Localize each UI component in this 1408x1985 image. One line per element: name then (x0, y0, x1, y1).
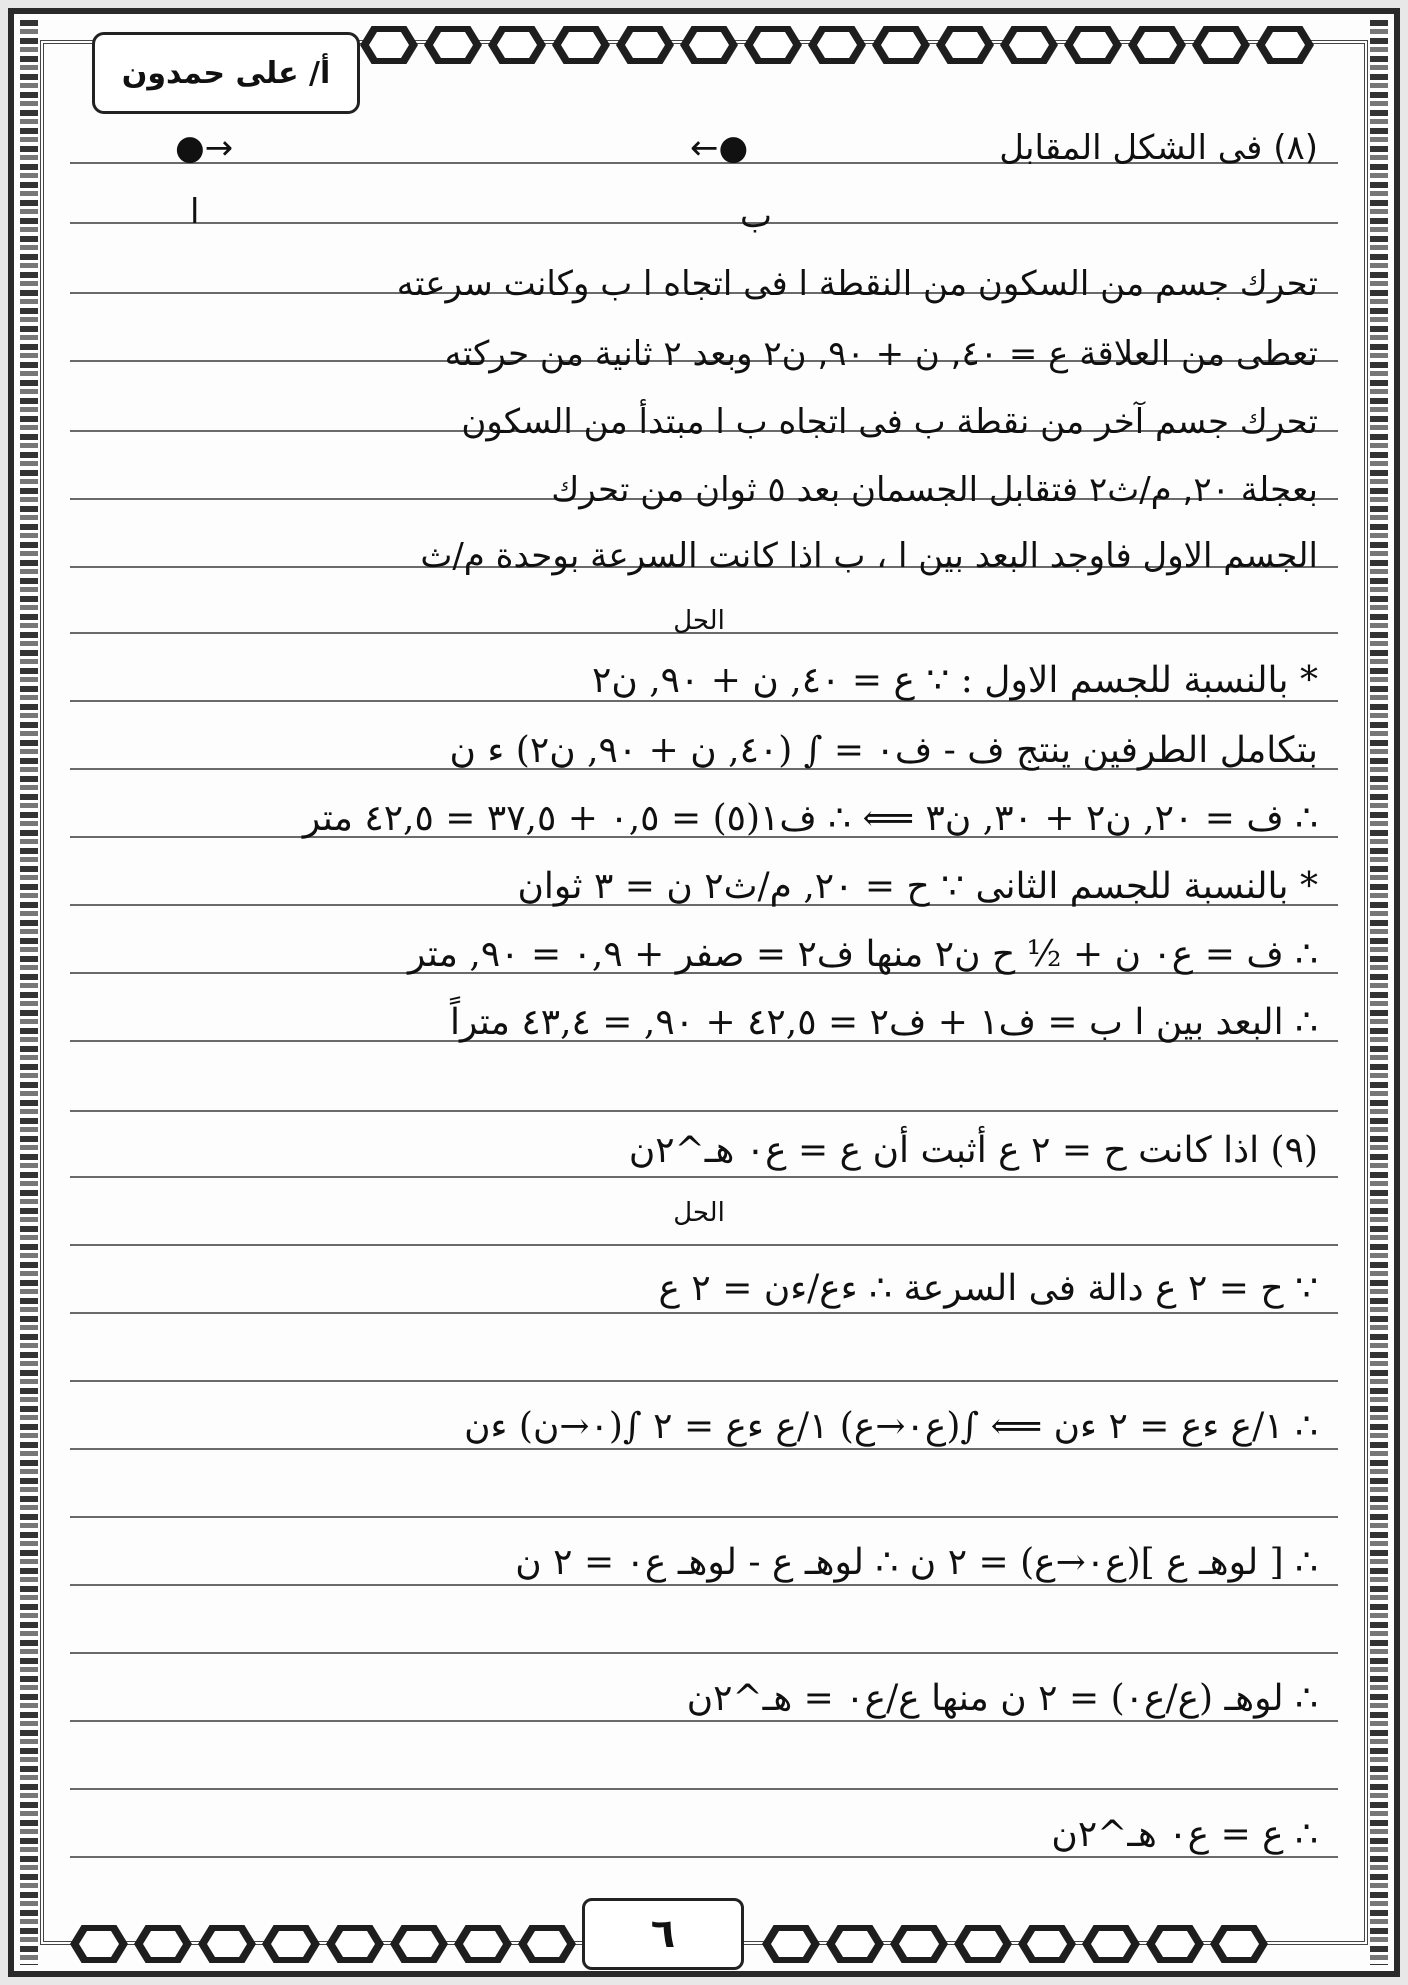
problem9-solution-line: ∴ [ لوهـ ع ](ع٠→ع) = ٢ ن ∴ لوهـ ع - لوهـ ع٠ = ٢ ن (515, 1542, 1318, 1583)
problem8-text-line: تعطى من العلاقة ع = ٤٠, ن + ٩٠, ن٢ وبعد ٢ ثانية من حركته (444, 334, 1318, 374)
page-number: ٦ (582, 1898, 744, 1970)
problem8-solution-line: بتكامل الطرفين ينتج ف - ف٠ = ∫ (٤٠, ن + ٩٠, ن٢) ء ن (449, 730, 1318, 771)
arrow-at-b: ←● (690, 128, 749, 168)
point-b-label: ب (740, 196, 773, 236)
problem8-solution-line: ∴ البعد بين ا ب = ف١ + ف٢ = ٤٢,٥ + ٩٠, = ٤٣,٤ متراً (449, 1002, 1318, 1043)
problem8-solution-line: ∴ ف = ٢٠, ن٢ + ٣٠, ن٣ ⟸ ∴ ف١(٥) = ٠,٥ + ٣٧,٥ = ٤٢,٥ متر (302, 798, 1318, 839)
problem8-solution-line: ∴ ف = ع٠ ن + ½ ح ن٢ منها ف٢ = صفر + ٠,٩ = ٩٠, متر (407, 934, 1318, 975)
problem9-solution-line: ∴ ع = ع٠ هـ^٢ن (1051, 1814, 1318, 1855)
problem8-title: (٨) فى الشكل المقابل (999, 128, 1318, 168)
point-a-label: ا (190, 192, 200, 232)
left-border-chain (20, 20, 38, 1965)
problem8-text-line: الجسم الاول فاوجد البعد بين ا ، ب اذا كانت السرعة بوحدة م/ث (420, 536, 1318, 576)
problem9-solution-line: ∵ ح = ٢ ع دالة فى السرعة ∴ ءع/ءن = ٢ ع (658, 1268, 1318, 1309)
problem9-solution-label: الحل (673, 1198, 725, 1228)
problem9-solution-line: ∴ ١/ع ءع = ٢ ءن ⟸ ∫(ع٠→ع) ١/ع ءع = ٢ ∫(٠→ن) ءن (464, 1406, 1318, 1447)
arrow-at-a: ●→ (175, 128, 234, 168)
problem8-solution-label: الحل (673, 606, 725, 636)
author-name: أ/ على حمدون (92, 32, 360, 114)
problem8-text-line: تحرك جسم آخر من نقطة ب فى اتجاه ب ا مبتدأ من السكون (461, 402, 1318, 442)
problem9-solution-line: ∴ لوهـ (ع/ع٠) = ٢ ن منها ع/ع٠ = هـ^٢ن (686, 1678, 1318, 1719)
problem8-text-line: تحرك جسم من السكون من النقطة ا فى اتجاه ا ب وكانت سرعته (396, 264, 1318, 304)
problem9-title: (٩) اذا كانت ح = ٢ ع أثبت أن ع = ع٠ هـ^٢ن (628, 1130, 1318, 1171)
problem8-solution-line: * بالنسبة للجسم الثانى ∵ ح = ٢٠, م/ث٢ ن = ٣ ثوان (517, 866, 1318, 907)
right-border-chain (1370, 20, 1388, 1965)
problem8-text-line: بعجلة ٢٠, م/ث٢ فتقابل الجسمان بعد ٥ ثوان من تحرك (551, 470, 1318, 510)
top-hex-chain (360, 22, 1348, 68)
problem8-solution-line: * بالنسبة للجسم الاول : ∵ ع = ٤٠, ن + ٩٠, ن٢ (592, 660, 1318, 701)
